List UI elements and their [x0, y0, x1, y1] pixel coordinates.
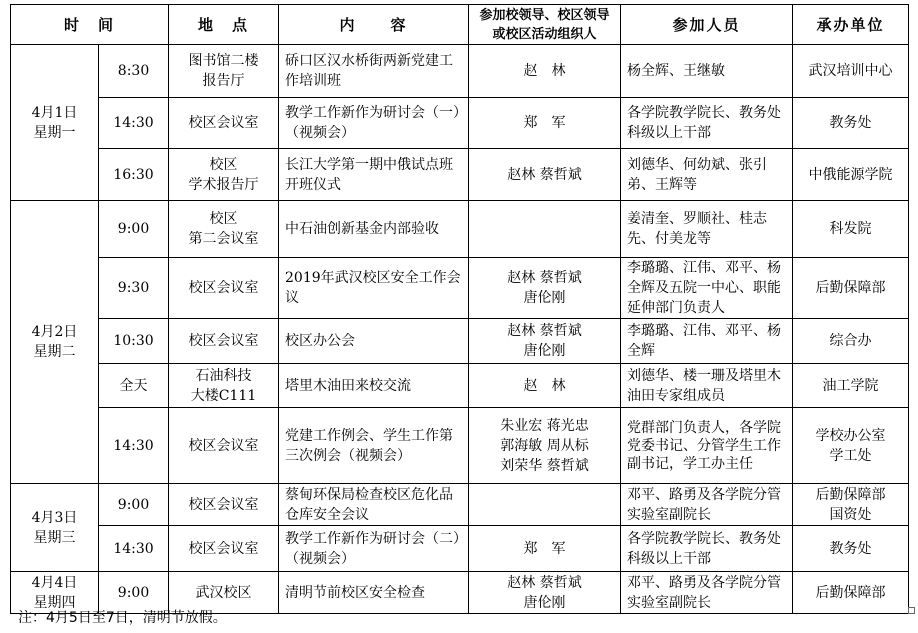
weekday-label: 星期二	[33, 344, 76, 360]
leaders-cell	[469, 98, 621, 149]
place-line: 大楼C111	[190, 387, 257, 404]
header-time: 时 间	[11, 5, 169, 45]
organizer-cell	[793, 484, 909, 526]
place-line: 第二会议室	[188, 231, 259, 247]
leaders-cell	[469, 572, 621, 614]
leader-line: 郭海敏 周从标	[500, 437, 589, 454]
date-cell-day4	[11, 572, 99, 614]
leader-line: 赵林 蔡哲斌	[507, 323, 582, 339]
leader-line: 唐伦刚	[523, 594, 566, 611]
table-row	[11, 258, 909, 319]
leader-line: 赵林 蔡哲斌	[507, 270, 582, 286]
leaders-cell	[469, 149, 621, 201]
place-cell	[169, 526, 279, 572]
participants-cell: 姜清奎、罗顺社、桂志先、付美龙等	[621, 201, 793, 258]
place-line: 校区	[209, 211, 238, 227]
leader-line: 朱业宏 蒋光忠	[500, 417, 589, 434]
time-cell: 9:30	[99, 258, 169, 319]
place-line: 图书馆二楼	[188, 53, 259, 69]
organizer-cell	[793, 98, 909, 149]
organizer-cell	[793, 364, 909, 408]
organizer-cell	[793, 201, 909, 258]
leader-line: 刘荣华 蔡哲斌	[500, 457, 589, 474]
time-cell: 16:30	[99, 149, 169, 201]
organizer-line: 科发院	[829, 221, 872, 237]
place-line: 校区会议室	[188, 333, 259, 349]
content-cell: 塔里木油田来校交流	[279, 364, 469, 408]
organizer-cell	[793, 572, 909, 614]
content-cell: 党建工作例会、学生工作第三次例会（视频会）	[279, 408, 469, 484]
content-cell: 清明节前校区安全检查	[279, 572, 469, 614]
schedule-table	[10, 4, 909, 614]
leaders-cell	[469, 526, 621, 572]
table-row	[11, 408, 909, 484]
time-cell: 14:30	[99, 98, 169, 149]
time-cell: 9:00	[99, 484, 169, 526]
participants-cell: 李璐璐、江伟、邓平、杨全辉	[621, 319, 793, 364]
header-place: 地 点	[169, 5, 279, 45]
date-label: 4月1日	[31, 104, 78, 121]
table-row	[11, 149, 909, 201]
organizer-line: 国资处	[829, 506, 872, 523]
date-cell-day2	[11, 201, 99, 484]
header-content: 内 容	[279, 5, 469, 45]
organizer-line: 学工处	[829, 447, 872, 464]
organizer-cell	[793, 149, 909, 201]
table-row	[11, 484, 909, 526]
place-cell	[169, 258, 279, 319]
place-cell	[169, 364, 279, 408]
participants-cell: 刘德华、楼一珊及塔里木油田专家组成员	[621, 364, 793, 408]
leader-line: 唐伦刚	[523, 343, 566, 359]
time-cell: 9:00	[99, 572, 169, 614]
time-cell: 8:30	[99, 45, 169, 98]
table-row	[11, 572, 909, 614]
header-organizer: 承办单位	[793, 5, 909, 45]
organizer-line: 后勤保障部	[815, 584, 886, 601]
organizer-cell	[793, 408, 909, 484]
time-cell: 14:30	[99, 408, 169, 484]
organizer-line: 后勤保障部	[815, 486, 886, 503]
participants-cell: 杨全辉、王继敏	[621, 45, 793, 98]
table-row	[11, 526, 909, 572]
content-cell: 校区办公会	[279, 319, 469, 364]
leaders-cell	[469, 319, 621, 364]
table-row	[11, 45, 909, 98]
header-leaders-line1: 参加校领导、校区领导	[479, 7, 610, 23]
leaders-cell	[469, 364, 621, 408]
date-label: 4月4日	[31, 574, 78, 591]
weekday-label: 星期四	[33, 594, 76, 611]
participants-cell: 党群部门负责人，各学院党委书记、分管学生工作副书记，学工办主任	[621, 408, 793, 484]
date-cell-day3	[11, 484, 99, 572]
table-row	[11, 201, 909, 258]
participants-cell: 邓平、路勇及各学院分管实验室副院长	[621, 484, 793, 526]
time-cell: 14:30	[99, 526, 169, 572]
participants-cell: 邓平、路勇及各学院分管实验室副院长	[621, 572, 793, 614]
place-cell	[169, 484, 279, 526]
participants-cell: 各学院教学院长、教务处科级以上干部	[621, 98, 793, 149]
leaders-cell	[469, 45, 621, 98]
weekday-label: 星期三	[33, 529, 76, 546]
place-line: 石油科技	[195, 367, 252, 384]
leaders-cell	[469, 408, 621, 484]
place-cell	[169, 149, 279, 201]
place-cell	[169, 45, 279, 98]
place-cell	[169, 98, 279, 149]
place-line: 学术报告厅	[188, 176, 259, 193]
table-row	[11, 364, 909, 408]
participants-cell: 各学院教学院长、教务处科级以上干部	[621, 526, 793, 572]
participants-cell: 刘德华、何幼斌、张引弟、王辉等	[621, 149, 793, 201]
place-cell	[169, 319, 279, 364]
organizer-line: 后勤保障部	[815, 280, 886, 296]
organizer-cell	[793, 45, 909, 98]
table-corner-marker	[908, 607, 915, 614]
leader-line: 郑 军	[523, 540, 566, 557]
header-leaders	[469, 5, 621, 45]
content-cell: 硚口区汉水桥街两新党建工作培训班	[279, 45, 469, 98]
place-line: 校区会议室	[188, 115, 259, 131]
organizer-line: 教务处	[829, 540, 872, 557]
organizer-line: 中俄能源学院	[808, 166, 893, 183]
place-line: 校区会议室	[188, 280, 259, 296]
place-line: 校区会议室	[188, 540, 259, 557]
place-line: 校区会议室	[188, 496, 259, 513]
content-cell: 2019年武汉校区安全工作会议	[279, 258, 469, 319]
leader-line: 唐伦刚	[523, 290, 566, 306]
weekday-label: 星期一	[33, 124, 76, 141]
place-line: 校区会议室	[188, 437, 259, 454]
header-leaders-line2: 或校区活动组织人	[492, 26, 597, 42]
header-row	[11, 5, 909, 45]
organizer-line: 学校办公室	[815, 427, 886, 444]
place-cell	[169, 408, 279, 484]
header-participants: 参加人员	[621, 5, 793, 45]
leader-line: 赵 林	[523, 63, 566, 79]
place-line: 武汉校区	[195, 584, 252, 601]
place-line: 报告厅	[202, 73, 245, 89]
time-cell: 10:30	[99, 319, 169, 364]
place-line: 校区	[209, 156, 238, 173]
organizer-cell	[793, 526, 909, 572]
organizer-line: 综合办	[829, 333, 872, 349]
content-cell: 教学工作新作为研讨会（二）（视频会）	[279, 526, 469, 572]
table-row	[11, 319, 909, 364]
content-cell: 教学工作新作为研讨会（一）（视频会）	[279, 98, 469, 149]
leaders-cell	[469, 484, 621, 526]
table-row	[11, 98, 909, 149]
content-cell: 中石油创新基金内部验收	[279, 201, 469, 258]
place-cell	[169, 201, 279, 258]
date-cell-day1	[11, 45, 99, 201]
participants-cell: 李璐璐、江伟、邓平、杨全辉及五院一中心、职能延伸部门负责人	[621, 258, 793, 319]
organizer-cell	[793, 258, 909, 319]
organizer-line: 油工学院	[822, 377, 879, 394]
content-cell: 蔡甸环保局检查校区危化品仓库安全会议	[279, 484, 469, 526]
organizer-line: 武汉培训中心	[808, 63, 893, 79]
leaders-cell	[469, 258, 621, 319]
leader-line: 郑 军	[523, 115, 566, 131]
time-cell: 全天	[99, 364, 169, 408]
leader-line: 赵 林	[523, 377, 566, 394]
footnote: 注：4月5日至7日，清明节放假。	[18, 610, 227, 626]
time-cell: 9:00	[99, 201, 169, 258]
leader-line: 赵林 蔡哲斌	[507, 166, 582, 183]
organizer-cell	[793, 319, 909, 364]
leaders-cell	[469, 201, 621, 258]
content-cell: 长江大学第一期中俄试点班开班仪式	[279, 149, 469, 201]
place-cell	[169, 572, 279, 614]
leader-line: 赵林 蔡哲斌	[507, 574, 582, 591]
organizer-line: 教务处	[829, 115, 872, 131]
date-label: 4月3日	[31, 509, 78, 526]
date-label: 4月2日	[31, 324, 78, 340]
